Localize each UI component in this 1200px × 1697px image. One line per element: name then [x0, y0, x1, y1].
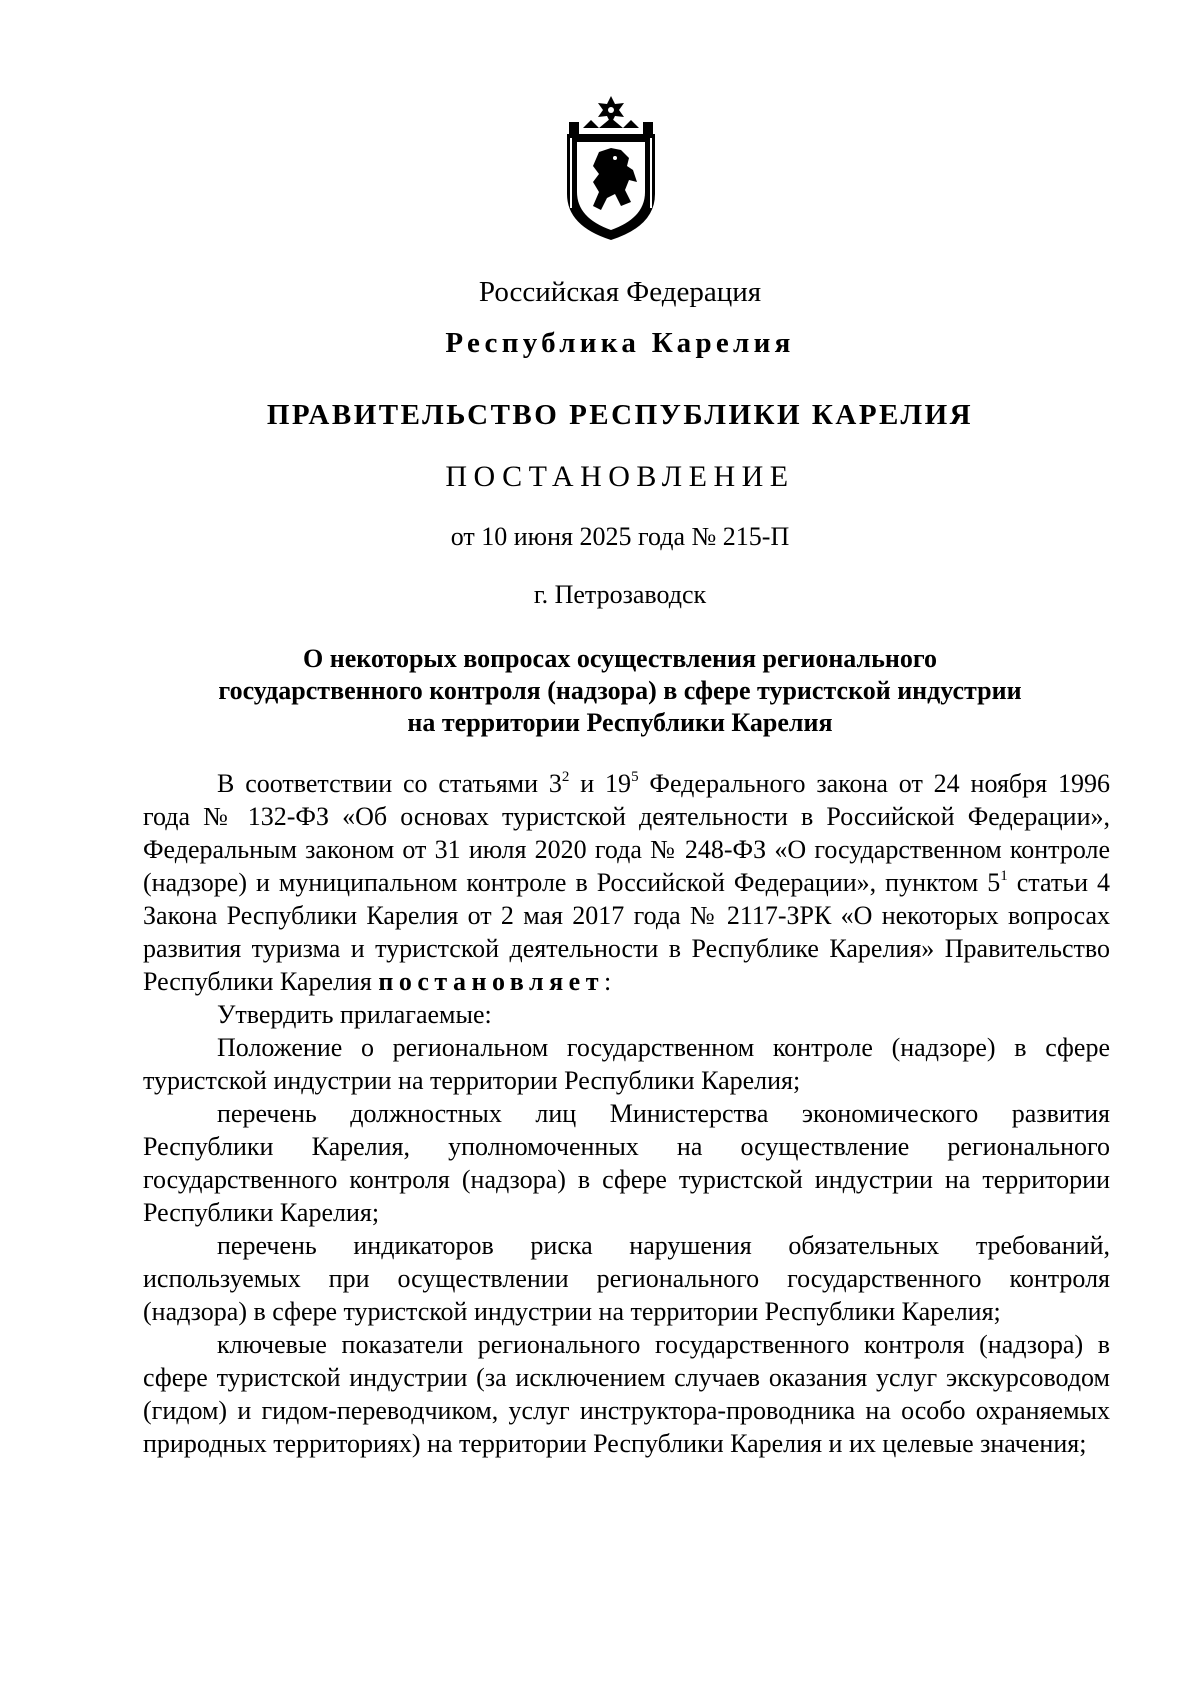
superscript: 2	[561, 769, 570, 785]
title-line: государственного контроля (надзора) в сфере туристской индустрии	[218, 676, 1022, 705]
title-line: на территории Республики Карелия	[407, 708, 833, 737]
karelia-coat-of-arms-icon	[559, 94, 663, 242]
paragraph-regulation: Положение о региональном государственном контроле (надзоре) в сфере туристской индустрии на территории Республики Карелия;	[143, 1033, 1110, 1095]
document-date-number: от 10 июня 2025 года № 215-П	[450, 522, 790, 551]
preamble-paragraph: В соответствии со статьями $3^2$ и $19^5$ Федерального закона от 24 ноября 1996 года № 132-ФЗ «Об основах туристской деятельности в Российской Федерации», Федеральным законом от 31 июля 2020 года № 248-ФЗ «О государственном контроле (надзоре) и муниципальном контроле в Российской Федерации», пунктом $5^1$ статьи 4 Закона Республики Карелия от 2 мая 2017 года № 2117-ЗРК «О некоторых вопросах развития туризма и туристской деятельности в Республике Карелия» Правительство Республики Карелия постановляет:	[143, 769, 1110, 996]
republic-name: Республика Карелия	[445, 327, 795, 359]
country-name: Российская Федерация	[478, 276, 762, 308]
document-city: г. Петрозаводск	[533, 580, 707, 609]
paragraph-key-indicators: ключевые показатели регионального государственного контроля (надзора) в сфере туристской индустрии (за исключением случаев оказания услуг экскурсоводом (гидом) и гидом-переводчиком, услуг инструктора-проводника на особо охраняемых природных территориях) на территории Республики Карелия и их целевые значения;	[143, 1330, 1110, 1458]
paragraph-approve: Утвердить прилагаемые:	[217, 1000, 492, 1029]
paragraph-risk-indicators: перечень индикаторов риска нарушения обязательных требований, используемых при осуществлении регионального государственного контроля (надзора) в сфере туристской индустрии на территории Республики Карелия;	[143, 1231, 1110, 1326]
document-type: ПОСТАНОВЛЕНИЕ	[445, 460, 795, 493]
superscript: 5	[631, 769, 639, 785]
decree-word: постановляет	[378, 967, 604, 996]
paragraph-officials-list: перечень должностных лиц Министерства экономического развития Республики Карелия, уполномоченных на осуществление регионального государственного контроля (надзора) в сфере туристской индустрии на территории Республики Карелия;	[143, 1099, 1110, 1227]
document-title	[0, 643, 1200, 739]
document-body	[143, 767, 1110, 1460]
superscript: 1	[1000, 868, 1008, 884]
government-name: ПРАВИТЕЛЬСТВО РЕСПУБЛИКИ КАРЕЛИЯ	[266, 399, 974, 431]
title-line: О некоторых вопросах осуществления регионального	[302, 644, 938, 673]
